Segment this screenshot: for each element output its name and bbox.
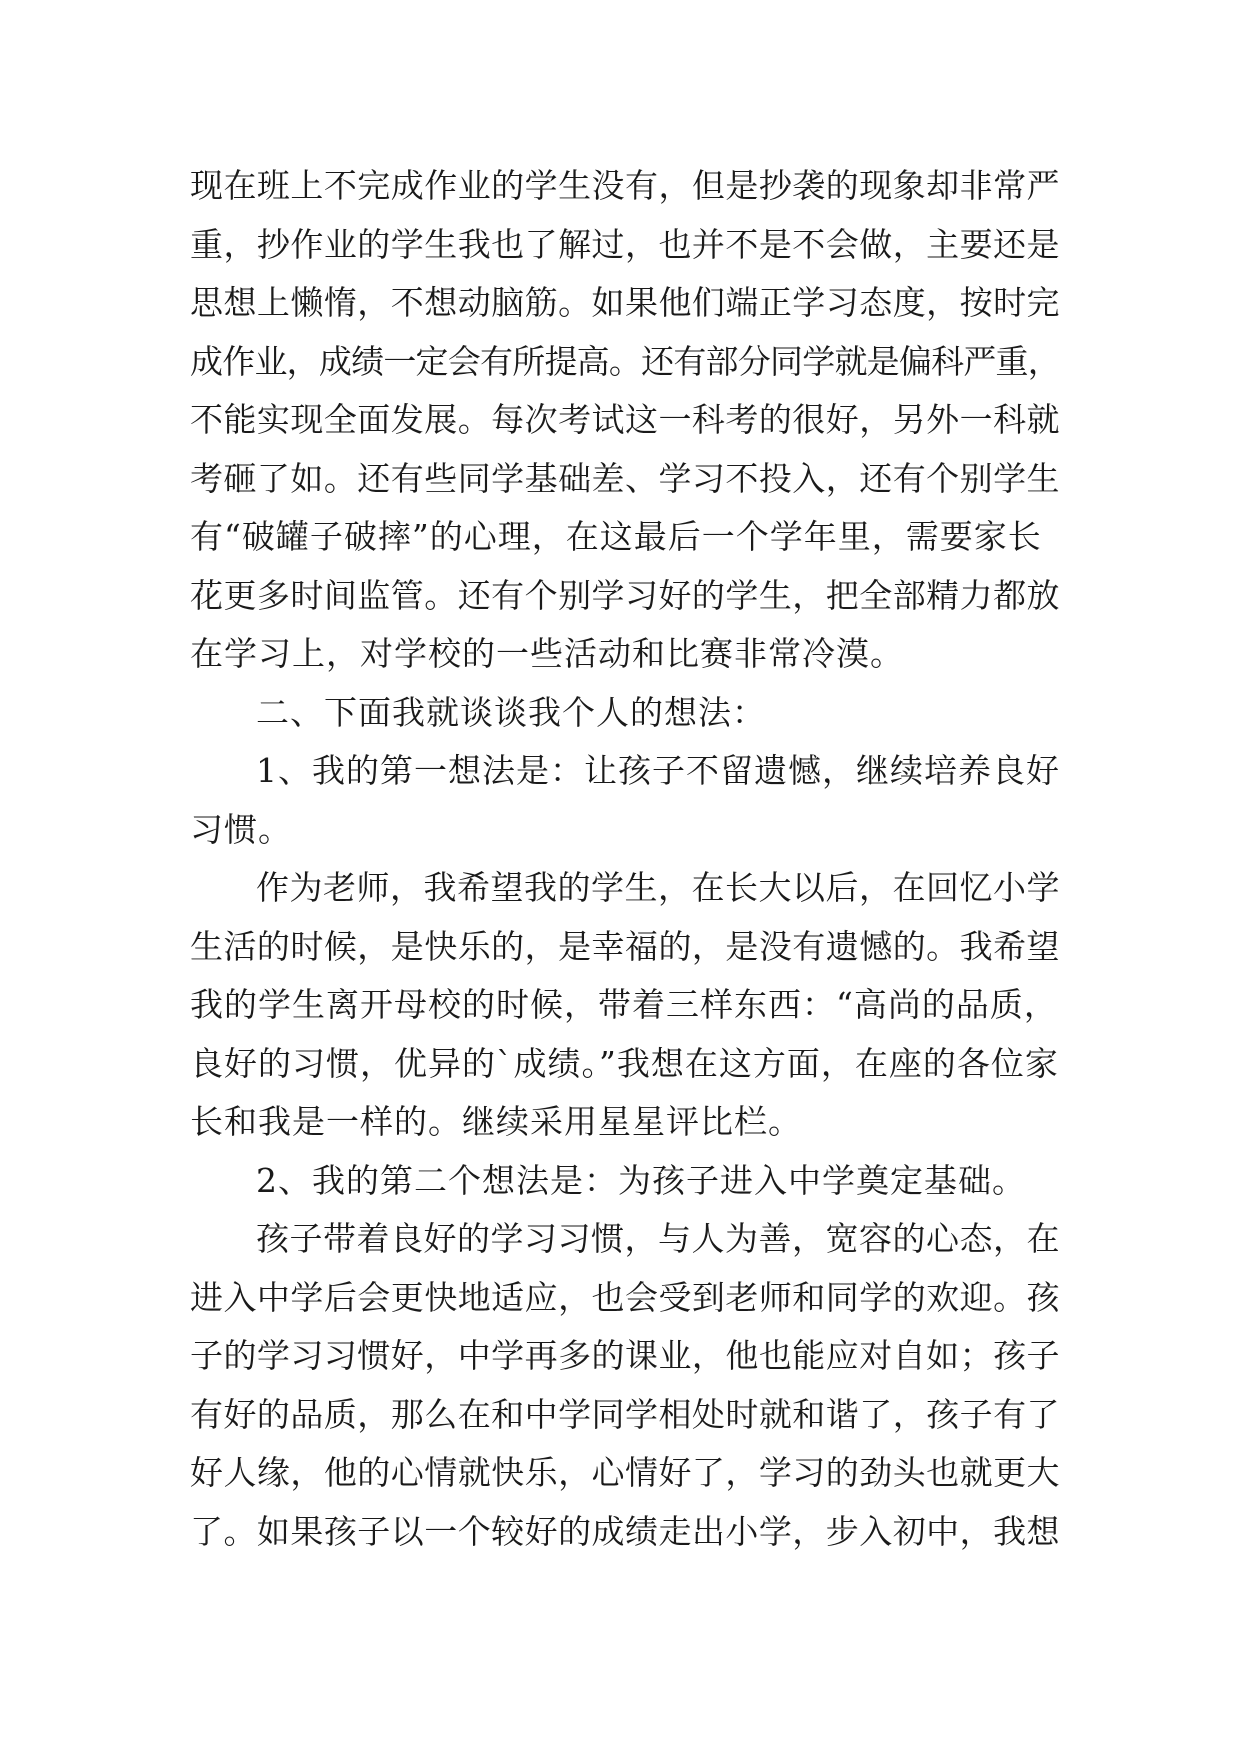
text-line: 好人缘，他的心情就快乐，心情好了，学习的劲头也就更大 [190,1453,1060,1492]
text-line: 生活的时候，是快乐的，是幸福的，是没有遗憾的。我希望 [190,926,1060,966]
text-line: 我的学生离开母校的时候，带着三样东西：“高尚的品质， [190,985,1058,1024]
text-line: 习惯。 [190,809,292,849]
text-line: 良好的习惯，优异的`成绩。”我想在这方面，在座的各位家 [190,1043,1059,1083]
text-line: 思想上懒惰，不想动脑筋。如果他们端正学习态度，按时完 [190,283,1060,322]
text-line: 1、我的第一想法是：让孩子不留遗憾，继续培养良好 [256,751,1060,790]
text-line: 花更多时间监管。还有个别学习好的学生，把全部精力都放 [190,575,1060,615]
text-line: 成作业，成绩一定会有所提高。还有部分同学就是偏科严重， [190,341,1061,381]
text-line: 有“破罐子破摔”的心理，在这最后一个学年里，需要家长 [190,517,1042,556]
text-line: 现在班上不完成作业的学生没有，但是抄袭的现象却非常严 [190,166,1060,205]
text-line: 重，抄作业的学生我也了解过，也并不是不会做，主要还是 [190,224,1060,264]
document-body [190,157,1060,1561]
paragraph-1 [190,157,1060,684]
text-line: 孩子带着良好的学习习惯，与人为善，宽容的心态，在 [256,1219,1060,1258]
text-line: 二、下面我就谈谈我个人的想法： [256,692,766,732]
thought-2-body [190,1210,1060,1561]
text-line: 了。如果孩子以一个较好的成绩走出小学，步入初中，我想 [190,1511,1060,1551]
text-line: 考砸了如。还有些同学基础差、学习不投入，还有个别学生 [190,458,1060,498]
thought-1-body [190,859,1060,1152]
thought-1-heading [190,742,1060,859]
text-line: 子的学习习惯好，中学再多的课业，他也能应对自如；孩子 [190,1336,1060,1375]
text-line: 进入中学后会更快地适应，也会受到老师和同学的欢迎。孩 [190,1277,1060,1317]
text-line: 长和我是一样的。继续采用星星评比栏。 [190,1102,802,1141]
text-line: 在学习上，对学校的一些活动和比赛非常冷漠。 [190,634,904,673]
text-line: 2、我的第二个想法是：为孩子进入中学奠定基础。 [256,1160,1026,1200]
text-line: 作为老师，我希望我的学生，在长大以后，在回忆小学 [256,868,1060,907]
text-line: 有好的品质，那么在和中学同学相处时就和谐了，孩子有了 [190,1394,1060,1434]
section-heading-personal-thoughts [190,684,1060,743]
text-line: 不能实现全面发展。每次考试这一科考的很好，另外一科就 [190,400,1060,439]
thought-2-heading [190,1152,1060,1211]
